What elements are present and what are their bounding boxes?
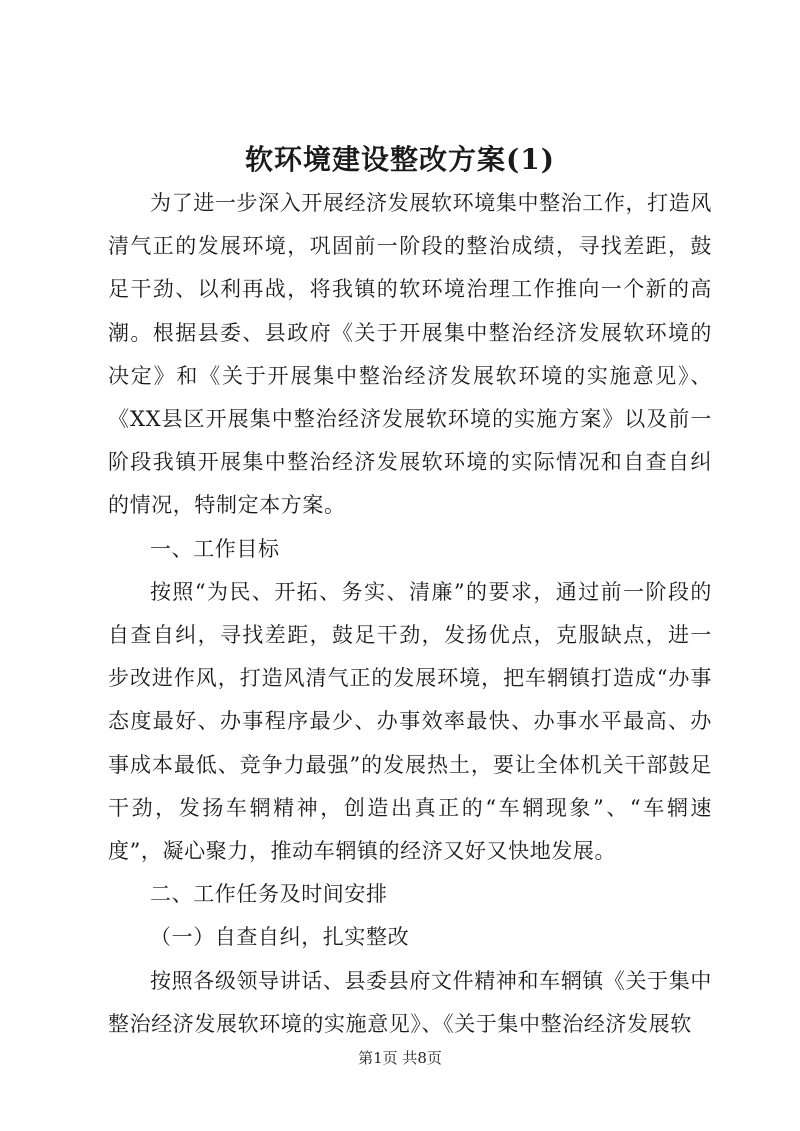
document-body	[108, 182, 712, 1046]
page-footer: 第1页 共8页	[358, 1049, 442, 1067]
subsection-heading-self-check: （一）自查自纠，扎实整改	[150, 925, 410, 950]
section-heading-tasks: 二、工作任务及时间安排	[150, 882, 388, 907]
paragraph-self-check: 按照各级领导讲话、县委县府文件精神和车辋镇《关于集中整治经济发展软环境的实施意见》、《关于集中整治经济发展软	[108, 968, 712, 1036]
paragraph-goals: 按照“为民、开拓、务实、清廉”的要求，通过前一阶段的自查自纠，寻找差距，鼓足干劲，发扬优点，克服缺点，进一步改进作风，打造风清气正的发展环境，把车辋镇打造成“办事态度最好、办事程序最少、办事效率最快、办事水平最高、办事成本最低、竞争力最强”的发展热土，要让全体机关干部鼓足干劲，发扬车辋精神，创造出真正的“车辋现象”、“车辋速度”，凝心聚力，推动车辋镇的经济又好又快地发展。	[108, 579, 712, 864]
document-title: 软环境建设整改方案(1)	[245, 143, 555, 176]
paragraph-intro: 为了进一步深入开展经济发展软环境集中整治工作，打造风清气正的发展环境，巩固前一阶段的整治成绩，寻找差距，鼓足干劲、以利再战，将我镇的软环境治理工作推向一个新的高潮。根据县委、县政府《关于开展集中整治经济发展软环境的决定》和《关于开展集中整治经济发展软环境的实施意见》、《XX县区开展集中整治经济发展软环境的实施方案》以及前一阶段我镇开展集中整治经济发展软环境的实际情况和自查自纠的情况，特制定本方案。	[108, 191, 712, 518]
section-heading-goals: 一、工作目标	[150, 536, 280, 561]
